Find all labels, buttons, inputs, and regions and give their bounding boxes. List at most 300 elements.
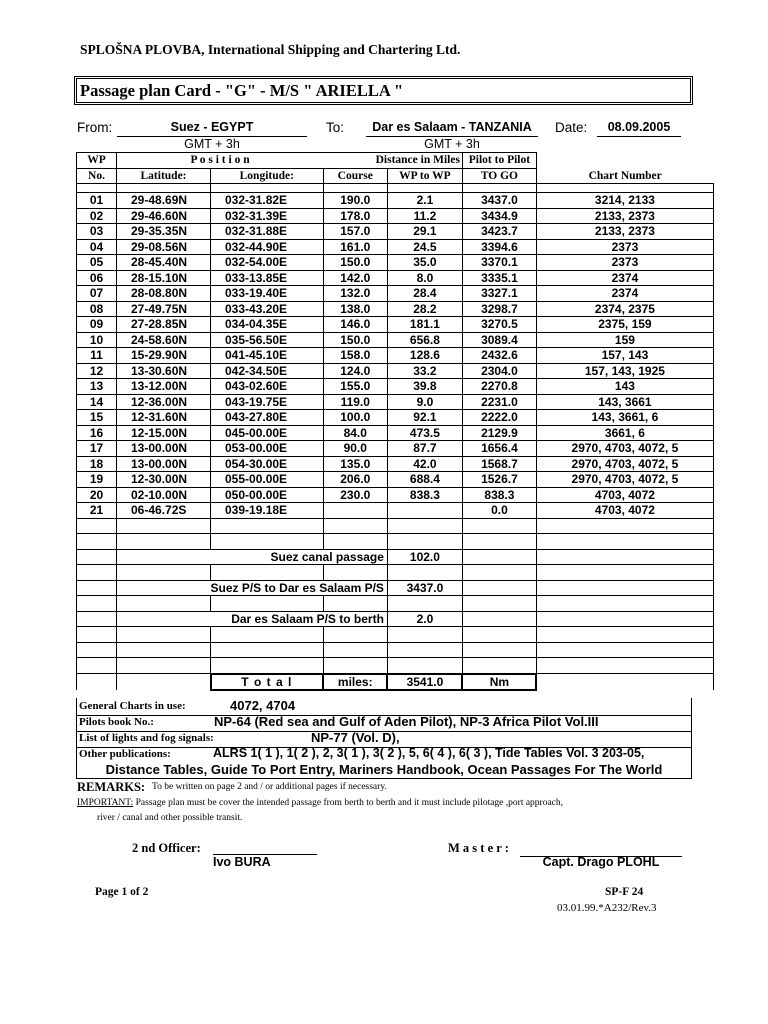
waypoint-number: 11 (77, 348, 117, 364)
to-go-cell: 2432.6 (462, 348, 536, 364)
waypoint-number: 12 (77, 363, 117, 379)
table-row (77, 456, 714, 472)
latitude-cell: 13-00.00N (117, 456, 211, 472)
longitude-cell: 039-19.18E (211, 503, 324, 519)
course-cell: 135.0 (323, 456, 387, 472)
header-to-go: TO GO (462, 168, 536, 184)
waypoint-number: 21 (77, 503, 117, 519)
table-row (77, 286, 714, 302)
table-row (77, 379, 714, 395)
latitude-cell: 29-48.69N (117, 193, 211, 209)
waypoint-number: 01 (77, 193, 117, 209)
to-go-cell: 3437.0 (462, 193, 536, 209)
waypoint-table (76, 152, 714, 691)
course-cell: 155.0 (323, 379, 387, 395)
table-cell (536, 627, 713, 643)
table-cell (536, 565, 713, 581)
longitude-cell: 032-31.39E (211, 208, 324, 224)
table-row (77, 534, 714, 550)
longitude-cell: 042-34.50E (211, 363, 324, 379)
table-cell (387, 658, 462, 674)
longitude-cell: 032-31.82E (211, 193, 324, 209)
wp-to-wp-cell: 92.1 (387, 410, 462, 426)
to-go-cell: 0.0 (462, 503, 536, 519)
important-label: IMPORTANT: (77, 798, 134, 808)
table-cell (323, 518, 387, 534)
wp-to-wp-cell: 42.0 (387, 456, 462, 472)
table-cell (323, 534, 387, 550)
table-cell (323, 627, 387, 643)
to-go-cell: 2231.0 (462, 394, 536, 410)
officer-name: Ivo BURA (213, 855, 271, 869)
table-cell (462, 658, 536, 674)
header-chart-number: Chart Number (536, 168, 713, 184)
waypoint-number: 17 (77, 441, 117, 457)
table-row (77, 596, 714, 612)
waypoint-number: 14 (77, 394, 117, 410)
to-go-cell: 2222.0 (462, 410, 536, 426)
date-value: 08.09.2005 (607, 120, 671, 134)
table-row (77, 301, 714, 317)
waypoint-number: 08 (77, 301, 117, 317)
latitude-cell: 24-58.60N (117, 332, 211, 348)
waypoint-number: 15 (77, 410, 117, 426)
table-row (77, 425, 714, 441)
table-cell (117, 642, 211, 658)
chart-number-cell: 2374, 2375 (536, 301, 713, 317)
master-name: Capt. Drago PLOHL (542, 855, 660, 869)
chart-number-cell: 3661, 6 (536, 425, 713, 441)
course-cell: 158.0 (323, 348, 387, 364)
table-cell (77, 674, 117, 691)
revision: 03.01.99.*A232/Rev.3 (557, 902, 657, 914)
table-cell (387, 565, 462, 581)
table-cell (536, 549, 713, 565)
table-row (77, 363, 714, 379)
other-publications-value: ALRS 1( 1 ), 1( 2 ), 2, 3( 1 ), 3( 2 ), 5, 6( 4 ), 6( 3 ), Tide Tables Vol. 3 203-05, (213, 746, 645, 760)
wp-to-wp-cell: 28.4 (387, 286, 462, 302)
table-cell (117, 674, 211, 691)
latitude-cell: 28-15.10N (117, 270, 211, 286)
latitude-cell: 27-28.85N (117, 317, 211, 333)
waypoint-number: 10 (77, 332, 117, 348)
important-text: Passage plan must be cover the intended passage from berth to berth and it must include pilotage ,port approach, (133, 798, 564, 808)
table-row (77, 658, 714, 674)
total-label: T o t a l (211, 674, 324, 691)
to-go-cell: 3335.1 (462, 270, 536, 286)
chart-number-cell: 2970, 4703, 4072, 5 (536, 472, 713, 488)
chart-number-cell: 2374 (536, 270, 713, 286)
table-cell (536, 642, 713, 658)
table-cell (117, 658, 211, 674)
latitude-cell: 02-10.00N (117, 487, 211, 503)
table-cell (462, 627, 536, 643)
title-box (74, 76, 693, 105)
table-cell (117, 549, 211, 565)
table-row (77, 627, 714, 643)
waypoint-number: 16 (77, 425, 117, 441)
latitude-cell: 12-31.60N (117, 410, 211, 426)
ps-to-ps-distance (77, 580, 714, 596)
to-go-cell: 3298.7 (462, 301, 536, 317)
master-label: M a s t e r : (448, 841, 509, 855)
other-publications-label: Other publications: (79, 748, 171, 760)
table-cell (117, 518, 211, 534)
wp-to-wp-cell (387, 503, 462, 519)
longitude-cell: 045-00.00E (211, 425, 324, 441)
header-course: Course (323, 168, 387, 184)
pilots-book-value: NP-64 (Red sea and Gulf of Aden Pilot), NP-3 Africa Pilot Vol.III (214, 714, 599, 729)
to-go-cell: 3089.4 (462, 332, 536, 348)
latitude-cell: 13-30.60N (117, 363, 211, 379)
total-value: 3541.0 (387, 674, 462, 691)
ps-to-berth-distance-value: 2.0 (387, 611, 462, 627)
wp-to-wp-cell: 87.7 (387, 441, 462, 457)
table-cell (77, 642, 117, 658)
table-row (77, 348, 714, 364)
table-cell (323, 565, 387, 581)
table-cell (536, 596, 713, 612)
table-cell (117, 611, 211, 627)
course-cell: 142.0 (323, 270, 387, 286)
chart-number-cell: 143, 3661, 6 (536, 410, 713, 426)
table-row (77, 255, 714, 271)
table-cell (117, 580, 211, 596)
longitude-cell: 033-13.85E (211, 270, 324, 286)
to-go-cell: 3370.1 (462, 255, 536, 271)
company-name: SPLOŠNA PLOVBA, International Shipping and Chartering Ltd. (80, 42, 461, 57)
table-row (77, 208, 714, 224)
waypoint-number: 18 (77, 456, 117, 472)
table-row (77, 472, 714, 488)
course-cell: 146.0 (323, 317, 387, 333)
wp-to-wp-cell: 181.1 (387, 317, 462, 333)
to-label: To: (326, 120, 345, 135)
longitude-cell: 032-44.90E (211, 239, 324, 255)
wp-to-wp-cell: 29.1 (387, 224, 462, 240)
table-cell (462, 518, 536, 534)
course-cell: 190.0 (323, 193, 387, 209)
table-cell (77, 580, 117, 596)
table-cell (323, 642, 387, 658)
table-row (77, 503, 714, 519)
latitude-cell: 13-12.00N (117, 379, 211, 395)
chart-number-cell: 2970, 4703, 4072, 5 (536, 456, 713, 472)
wp-to-wp-cell: 473.5 (387, 425, 462, 441)
ps-to-berth-distance (77, 611, 714, 627)
ps-to-ps-distance-label: Suez P/S to Dar es Salaam P/S (211, 580, 388, 596)
remarks-text: To be written on page 2 and / or additional pages if necessary. (152, 782, 387, 792)
to-go-cell: 2304.0 (462, 363, 536, 379)
longitude-cell: 033-19.40E (211, 286, 324, 302)
waypoint-number: 20 (77, 487, 117, 503)
longitude-cell: 035-56.50E (211, 332, 324, 348)
longitude-cell: 032-31.88E (211, 224, 324, 240)
to-go-cell: 1568.7 (462, 456, 536, 472)
table-cell (117, 627, 211, 643)
latitude-cell: 28-08.80N (117, 286, 211, 302)
course-cell: 230.0 (323, 487, 387, 503)
waypoint-number: 05 (77, 255, 117, 271)
table-cell (77, 518, 117, 534)
table-cell (211, 518, 324, 534)
chart-number-cell: 2375, 159 (536, 317, 713, 333)
table-cell (77, 611, 117, 627)
header-no: No. (77, 168, 117, 184)
table-cell (211, 627, 324, 643)
wp-to-wp-cell: 8.0 (387, 270, 462, 286)
table-cell (77, 627, 117, 643)
table-cell (323, 658, 387, 674)
table-cell (462, 611, 536, 627)
course-cell: 161.0 (323, 239, 387, 255)
page-number: Page 1 of 2 (95, 886, 149, 898)
table-cell (536, 580, 713, 596)
form-number: SP-F 24 (605, 886, 644, 898)
latitude-cell: 12-36.00N (117, 394, 211, 410)
table-cell (211, 184, 324, 193)
wp-to-wp-cell: 33.2 (387, 363, 462, 379)
table-row (77, 487, 714, 503)
to-go-cell: 838.3 (462, 487, 536, 503)
longitude-cell: 041-45.10E (211, 348, 324, 364)
table-row (77, 224, 714, 240)
pilots-book-label: Pilots book No.: (79, 716, 154, 728)
date-underline (597, 136, 681, 137)
wp-to-wp-cell: 688.4 (387, 472, 462, 488)
table-cell (536, 184, 713, 193)
from-gmt: GMT + 3h (184, 137, 240, 151)
chart-number-cell: 2373 (536, 255, 713, 271)
waypoint-number: 07 (77, 286, 117, 302)
important-text-2: river / canal and other possible transit. (97, 813, 243, 823)
longitude-cell: 043-02.60E (211, 379, 324, 395)
table-cell (387, 596, 462, 612)
to-gmt: GMT + 3h (424, 137, 480, 151)
other-publications-value-2: Distance Tables, Guide To Port Entry, Mariners Handbook, Ocean Passages For The World (105, 762, 663, 777)
chart-number-cell: 143 (536, 379, 713, 395)
table-cell (77, 549, 117, 565)
to-go-cell: 3270.5 (462, 317, 536, 333)
table-cell (77, 184, 117, 193)
ps-to-ps-distance-value: 3437.0 (387, 580, 462, 596)
wp-to-wp-cell: 39.8 (387, 379, 462, 395)
table-cell (323, 596, 387, 612)
course-cell: 206.0 (323, 472, 387, 488)
header-latitude: Latitude: (117, 168, 211, 184)
table-cell (462, 580, 536, 596)
to-go-cell: 3423.7 (462, 224, 536, 240)
wp-to-wp-cell: 35.0 (387, 255, 462, 271)
waypoint-number: 06 (77, 270, 117, 286)
chart-number-cell: 157, 143 (536, 348, 713, 364)
to-port: Dar es Salaam - TANZANIA (372, 120, 532, 134)
header-blank (536, 153, 713, 169)
wp-to-wp-cell: 2.1 (387, 193, 462, 209)
table-cell (536, 611, 713, 627)
table-row (77, 642, 714, 658)
wp-to-wp-cell: 838.3 (387, 487, 462, 503)
latitude-cell: 06-46.72S (117, 503, 211, 519)
table-cell (462, 184, 536, 193)
chart-number-cell: 2133, 2373 (536, 208, 713, 224)
wp-to-wp-cell: 656.8 (387, 332, 462, 348)
table-cell (117, 184, 211, 193)
wp-to-wp-cell: 11.2 (387, 208, 462, 224)
longitude-cell: 053-00.00E (211, 441, 324, 457)
table-row (77, 565, 714, 581)
lights-label: List of lights and fog signals: (79, 732, 214, 744)
course-cell: 90.0 (323, 441, 387, 457)
latitude-cell: 15-29.90N (117, 348, 211, 364)
waypoint-number: 13 (77, 379, 117, 395)
total-unit: Nm (462, 674, 536, 691)
date-label: Date: (555, 120, 588, 135)
general-charts-value: 4072, 4704 (230, 698, 296, 713)
latitude-cell: 29-08.56N (117, 239, 211, 255)
longitude-cell: 043-19.75E (211, 394, 324, 410)
table-cell (117, 534, 211, 550)
longitude-cell: 043-27.80E (211, 410, 324, 426)
total-miles-label: miles: (323, 674, 387, 691)
course-cell: 138.0 (323, 301, 387, 317)
header-pilot: Pilot to Pilot (462, 153, 536, 169)
to-go-cell: 3434.9 (462, 208, 536, 224)
header-longitude: Longitude: (211, 168, 324, 184)
chart-number-cell: 3214, 2133 (536, 193, 713, 209)
course-cell: 157.0 (323, 224, 387, 240)
chart-number-cell: 2374 (536, 286, 713, 302)
table-cell (323, 184, 387, 193)
table-spacer-row (77, 184, 714, 193)
latitude-cell: 28-45.40N (117, 255, 211, 271)
table-row (77, 317, 714, 333)
table-cell (211, 565, 324, 581)
table-cell (536, 658, 713, 674)
wp-to-wp-cell: 9.0 (387, 394, 462, 410)
general-charts-label: General Charts in use: (79, 700, 186, 712)
table-cell (117, 565, 211, 581)
chart-number-cell: 4703, 4072 (536, 503, 713, 519)
table-cell (536, 534, 713, 550)
table-row (77, 441, 714, 457)
important-note (77, 798, 563, 808)
chart-number-cell: 157, 143, 1925 (536, 363, 713, 379)
course-cell: 132.0 (323, 286, 387, 302)
chart-number-cell: 143, 3661 (536, 394, 713, 410)
table-cell (211, 534, 324, 550)
table-cell (462, 549, 536, 565)
table-cell (462, 642, 536, 658)
table-cell (211, 596, 324, 612)
table-cell (536, 518, 713, 534)
waypoint-number: 04 (77, 239, 117, 255)
table-cell (536, 674, 713, 691)
latitude-cell: 27-49.75N (117, 301, 211, 317)
table-cell (117, 596, 211, 612)
chart-number-cell: 4703, 4072 (536, 487, 713, 503)
header-position: P o s i t i o n (117, 153, 324, 169)
chart-number-cell: 2133, 2373 (536, 224, 713, 240)
latitude-cell: 12-15.00N (117, 425, 211, 441)
suez-canal-passage-value: 102.0 (387, 549, 462, 565)
wp-to-wp-cell: 28.2 (387, 301, 462, 317)
table-row (77, 332, 714, 348)
header-wp: WP (77, 153, 117, 169)
longitude-cell: 050-00.00E (211, 487, 324, 503)
waypoint-number: 19 (77, 472, 117, 488)
course-cell (323, 503, 387, 519)
table-row (77, 410, 714, 426)
table-cell (77, 596, 117, 612)
longitude-cell: 033-43.20E (211, 301, 324, 317)
chart-number-cell: 2970, 4703, 4072, 5 (536, 441, 713, 457)
table-cell (462, 534, 536, 550)
remarks-label: REMARKS: (77, 780, 146, 794)
table-cell (462, 565, 536, 581)
table-cell (77, 658, 117, 674)
table-row (77, 518, 714, 534)
to-go-cell: 3327.1 (462, 286, 536, 302)
waypoint-number: 03 (77, 224, 117, 240)
latitude-cell: 29-35.35N (117, 224, 211, 240)
waypoint-number: 02 (77, 208, 117, 224)
chart-number-cell: 159 (536, 332, 713, 348)
table-row (77, 394, 714, 410)
from-label: From: (77, 120, 113, 135)
longitude-cell: 054-30.00E (211, 456, 324, 472)
page-title: Passage plan Card - "G" - M/S " ARIELLA " (80, 81, 404, 100)
table-row (77, 270, 714, 286)
table-cell (462, 596, 536, 612)
table-cell (211, 658, 324, 674)
table-cell (211, 642, 324, 658)
to-go-cell: 1526.7 (462, 472, 536, 488)
header-wp-to-wp: WP to WP (387, 168, 462, 184)
chart-number-cell: 2373 (536, 239, 713, 255)
table-cell (77, 534, 117, 550)
table-cell (387, 534, 462, 550)
lights-value: NP-77 (Vol. D), (311, 730, 400, 745)
other-publications-row (76, 746, 692, 779)
course-cell: 119.0 (323, 394, 387, 410)
table-row (77, 193, 714, 209)
to-go-cell: 2270.8 (462, 379, 536, 395)
wp-to-wp-cell: 128.6 (387, 348, 462, 364)
to-go-cell: 1656.4 (462, 441, 536, 457)
table-cell (77, 565, 117, 581)
longitude-cell: 055-00.00E (211, 472, 324, 488)
course-cell: 150.0 (323, 255, 387, 271)
table-row (77, 239, 714, 255)
header-distance: Distance in Miles (323, 153, 462, 169)
longitude-cell: 032-54.00E (211, 255, 324, 271)
course-cell: 100.0 (323, 410, 387, 426)
to-go-cell: 3394.6 (462, 239, 536, 255)
wp-to-wp-cell: 24.5 (387, 239, 462, 255)
course-cell: 84.0 (323, 425, 387, 441)
course-cell: 124.0 (323, 363, 387, 379)
table-cell (387, 627, 462, 643)
officer-label: 2 nd Officer: (132, 841, 201, 855)
suez-canal-passage-label: Suez canal passage (211, 549, 388, 565)
ps-to-berth-distance-label: Dar es Salaam P/S to berth (211, 611, 388, 627)
table-cell (387, 184, 462, 193)
from-port: Suez - EGYPT (170, 120, 254, 134)
latitude-cell: 29-46.60N (117, 208, 211, 224)
waypoint-number: 09 (77, 317, 117, 333)
longitude-cell: 034-04.35E (211, 317, 324, 333)
